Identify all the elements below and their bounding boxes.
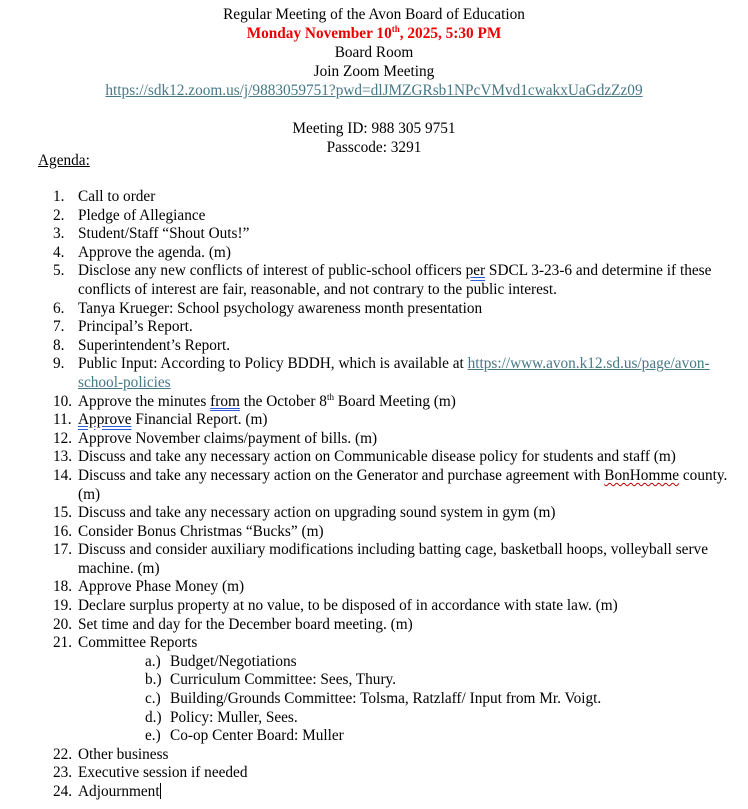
agenda-list <box>0 188 748 802</box>
agenda-item: 21. Committee Reports <box>53 634 198 652</box>
agenda-item: 20. Set time and day for the December board meeting. (m) <box>53 615 413 633</box>
agenda-item: 16. Consider Bonus Christmas “Bucks” (m) <box>53 522 324 540</box>
agenda-item: 19. Declare surplus property at no value, to be disposed of in accordance with state law. (m) <box>53 597 618 615</box>
agenda-item: 13. Discuss and take any necessary action on Communicable disease policy for students and staff (m) <box>53 448 676 466</box>
committee-subitem: b.) Curriculum Committee: Sees, Thury. <box>145 671 397 689</box>
grammar-flag: per <box>465 262 486 280</box>
agenda-item: 18. Approve Phase Money (m) <box>53 578 245 596</box>
committee-subitem: e.) Co-op Center Board: Muller <box>145 727 344 745</box>
grammar-flag: from <box>210 392 240 410</box>
agenda-item: 23. Executive session if needed <box>53 764 248 782</box>
agenda-item: 14. Discuss and take any necessary action on the Generator and purchase agreement with BonHomme county. (m) <box>53 466 728 503</box>
agenda-item: 11. Approve Financial Report. (m) <box>53 411 268 429</box>
committee-subitem: a.) Budget/Negotiations <box>145 652 297 670</box>
meeting-id: Meeting ID: 988 305 9751 <box>292 120 456 137</box>
agenda-item: 2. Pledge of Allegiance <box>53 206 206 224</box>
agenda-item: 1. Call to order <box>53 188 156 205</box>
meeting-header <box>0 0 748 157</box>
meeting-title: Regular Meeting of the Avon Board of Education <box>223 6 525 23</box>
agenda-item: 17. Discuss and consider auxiliary modifications including batting cage, basketball hoops, volleyball serve machine. (m) <box>53 541 708 577</box>
agenda-item: 9. Public Input: According to Policy BDDH, which is available at https://www.avon.k12.sd.us/page/avon-school-policies <box>53 355 710 391</box>
agenda-item: 12. Approve November claims/payment of bills. (m) <box>53 429 378 447</box>
meeting-location: Board Room <box>334 44 414 61</box>
committee-subitem: c.) Building/Grounds Committee: Tolsma, Ratzlaff/ Input from Mr. Voigt. <box>145 690 602 708</box>
agenda-item: 5. Disclose any new conflicts of interest of public-school officers per SDCL 3-23-6 and determine if these conflicts of interest are fair, reasonable, and not contrary to the public interest. <box>53 262 712 298</box>
agenda-item: 6. Tanya Krueger: School psychology awareness month presentation <box>53 299 483 317</box>
agenda-item: 4. Approve the agenda. (m) <box>53 243 231 261</box>
agenda-item: 15. Discuss and take any necessary action on upgrading sound system in gym (m) <box>53 504 556 522</box>
agenda-item: 7. Principal’s Report. <box>53 318 193 336</box>
spelling-flag: BonHomme <box>604 466 680 484</box>
text-cursor <box>160 783 161 799</box>
agenda-item: 24. Adjournment <box>53 783 160 800</box>
agenda-heading: Agenda: <box>38 152 90 169</box>
agenda-item: 10. Approve the minutes from the October 8th Board Meeting (m) <box>53 391 456 410</box>
policy-link[interactable]: https://www.avon.k12.sd.us/page/avon-school-policies <box>78 355 710 391</box>
grammar-flag: Approve <box>78 411 132 429</box>
agenda-item: 3. Student/Staff “Shout Outs!” <box>53 225 250 243</box>
zoom-link[interactable]: https://sdk12.zoom.us/j/9883059751?pwd=dlJMZGRsb1NPcVMvd1cwakxUaGdzZz09 <box>105 82 643 99</box>
agenda-item: 8. Superintendent’s Report. <box>53 336 231 354</box>
zoom-label: Join Zoom Meeting <box>313 63 435 80</box>
committee-subitem: d.) Policy: Muller, Sees. <box>145 708 298 726</box>
agenda-item: 22. Other business <box>53 745 169 763</box>
passcode: Passcode: 3291 <box>326 139 422 156</box>
meeting-date: Monday November 10th, 2025, 5:30 PM <box>246 23 502 42</box>
